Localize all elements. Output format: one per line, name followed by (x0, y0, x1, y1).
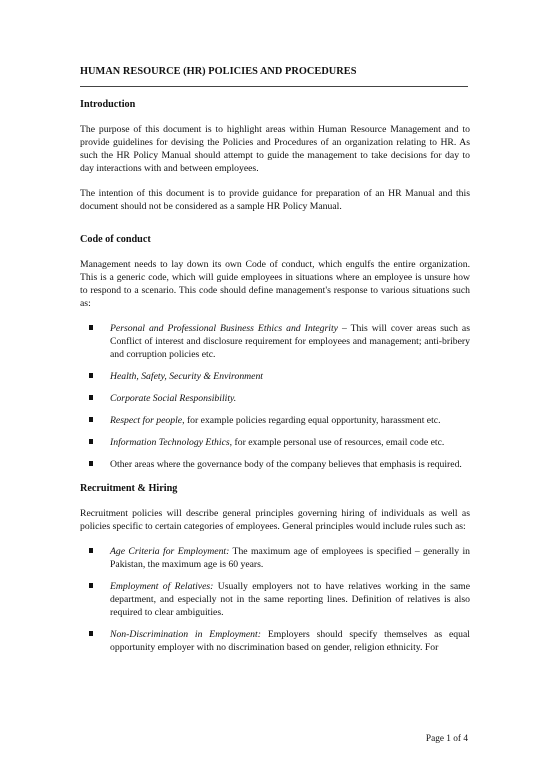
recruit-paragraph-1: Recruitment policies will describe general principles governing hiring of individuals as well as policies specific to certain categories of employees. General principles would include rules such as: (80, 508, 470, 532)
list-item-text: Other areas where the governance body of the company believes that emphasis is required. (110, 459, 462, 470)
list-item (80, 322, 470, 361)
section-heading-code-of-conduct: Code of conduct (80, 234, 151, 245)
section-heading-recruitment: Recruitment & Hiring (80, 483, 178, 494)
intro-paragraph-1: The purpose of this document is to highlight areas within Human Resource Management and to provide guidelines for devising the Policies and Procedures of an organization relating to HR. As such the HR Policy Manual should attempt to guide the management to take decisions for day to day interactions with and between employees. (80, 124, 470, 174)
list-item (80, 370, 470, 383)
list-item-text: for example personal use of resources, email code etc. (232, 437, 445, 448)
list-item-emphasis: Non-Discrimination in Employment: (110, 629, 261, 640)
list-item (80, 545, 470, 571)
page-number-footer: Page 1 of 4 (425, 734, 468, 744)
list-item-emphasis: Personal and Professional Business Ethics and Integrity (110, 323, 338, 334)
recruit-bullet-list (80, 545, 470, 654)
list-item-emphasis: Corporate Social Responsibility. (110, 393, 237, 404)
intro-paragraph-2: The intention of this document is to provide guidance for preparation of an HR Manual and this document should not be considered as a sample HR Policy Manual. (80, 188, 470, 212)
list-item-text: – This will cover areas such as Conflict of interest and disclosure requirement for employees and management; anti-bribery and corruption policies etc. (110, 323, 470, 360)
list-item (80, 436, 470, 449)
list-item-emphasis: Employment of Relatives: (110, 581, 214, 592)
list-item-text: , for example policies regarding equal opportunity, harassment etc. (182, 415, 441, 426)
document-header-title: HUMAN RESOURCE (HR) POLICIES AND PROCEDURES (80, 66, 357, 77)
code-paragraph-1: Management needs to lay down its own Code of conduct, which engulfs the entire organization. This is a generic code, which will guide employees in situations where an employee is unsure how to respond to a scenario. This code should define management's response to various situations such as: (80, 259, 470, 309)
list-item-text: Usually employers not to have relatives working in the same department, and especially not in the same reporting lines. Definition of relatives is also required to clear ambiguities. (110, 581, 470, 618)
code-bullet-list (80, 322, 470, 471)
list-item-text: The maximum age of employees is specified – generally in Pakistan, the maximum age is 60 years. (110, 546, 470, 570)
list-item-emphasis: Health, Safety, Security & Environment (110, 371, 263, 382)
list-item (80, 392, 470, 405)
list-item-text: Employers should specify themselves as equal opportunity employer with no discrimination based on gender, religion ethnicity. For (110, 629, 470, 653)
list-item-emphasis: Respect for people (110, 415, 183, 426)
list-item (80, 628, 470, 654)
list-item-emphasis: Age Criteria for Employment: (110, 546, 230, 557)
document-body (80, 98, 470, 663)
section-heading-introduction: Introduction (80, 99, 136, 110)
list-item (80, 580, 470, 619)
list-item-emphasis: Information Technology Ethics, (110, 437, 233, 448)
spacer (80, 225, 470, 233)
header-divider (80, 86, 468, 87)
list-item (80, 458, 470, 471)
list-item (80, 414, 470, 427)
